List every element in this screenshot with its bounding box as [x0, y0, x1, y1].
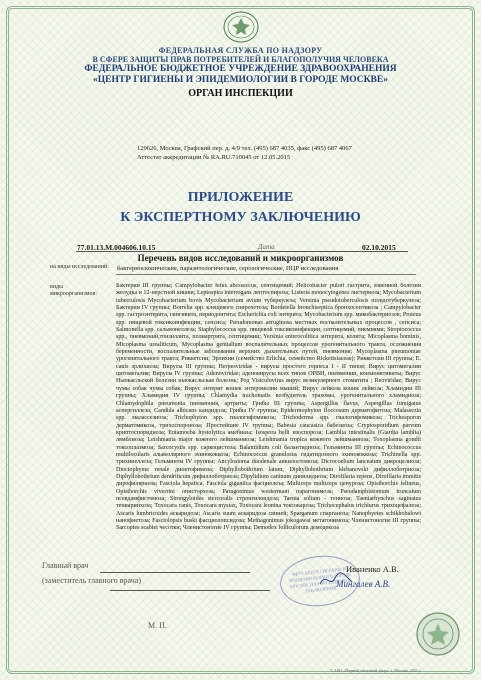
service-sphere: В СФЕРЕ ЗАЩИТЫ ПРАВ ПОТРЕБИТЕЛЕЙ И БЛАГОПОЛУЧИЯ ЧЕЛОВЕКА [92, 55, 389, 65]
divider [76, 251, 408, 252]
stamp: ФБУЗ ЦЕНТР ГИГИЕНЫ И ЭПИДЕМИОЛОГИИ В ГОРОДЕ МОСКВЕ ДЛЯ ЭКСПЕРТНЫХ ЗАКЛЮЧЕНИЙ [278, 552, 363, 610]
handwritten-name: Мингалев А.В. [336, 579, 391, 589]
printer-footer: © ЗАО «Первый печатный двор», г. Москва, 2011 г. [330, 668, 422, 673]
signature-line [100, 572, 250, 573]
signature-scribble [318, 570, 354, 590]
divider [116, 274, 416, 275]
seal-place-label: М. П. [148, 621, 167, 630]
emblem-icon [222, 10, 260, 44]
signer-name: Иваненко А.В. [346, 564, 399, 574]
research-types-value: бактериоскопические, паразитологические, серологические, ПЦР исследования [117, 265, 339, 272]
address-block [137, 144, 352, 162]
organisms-label: виды микроорганизмов: [50, 284, 98, 297]
list-title: Перечень видов исследований и микроорганизмов [137, 253, 344, 263]
signer-role-deputy: (заместитель главного врача) [42, 576, 142, 585]
address: 129626, Москва, Графский пер. д. 4/9 тел. (495) 687 4035, факс (495) 687 4067 [137, 145, 352, 152]
accreditation: Аттестат аккредитации № RA.RU.710045 от 12.05.2015 [137, 154, 291, 161]
organisms-list: Бактерии III группы; Campylobacter fetus abcsseccus, сентицемий; Helicobacter pulori гастрита, язвенной болезни желудка и 12-перстной кишки; Leptospira interrogans лептоспироза; Listeria monocytogenes листериоза; Mycobacterium tuberculosis Mycobacterium bovis Mycobacterium avium туберкулеза; Versinia pseudotuberculosis псевдотуберкулеза; Бактерии IV группы; Borrelia spp. клещевого спирохетоза; Bordetella bronchiseptica бронхосептикоза ; Campylobacter spp. гастроэнтерита, гингивита, периодонтита; Escherichia coli энтерита; Mycobacterium spp. микобактериозов; Proteus spp. пищевой токсикоинфекции, сепсиса; Pseudomonas aeruginosa местных воспалительных процессов , сепсиса; Salmonella spp. сальмонеллеза; Staphylococcus spp. пищевой токсикоинфекции, септицемий, пиемиями; Streptococcus spp., пневмоний,тонзиллита, полиартрита, септицемии; Yersinia enterocolitica энтерита, колита; Micoplasma hominis, Micoplasma urealiticum, Mycoplasma genitalium воспалительных процессов урогенитального тракта, осложнения беременности, воспалительные заболевания верхних дыхательных путей, пневмония; Mycoplasma pneumoniae урогенитального тракта; Риккетсии; Эрлихии (семейство Erlichia, семейство Rickettsiaceae); Риккетсии III группы; E. canis эрлихиоза; Вирусы III группы; Herpesviridae - вирусы простого герпеса I - II типов; Вирус цитомегалии цитомегалия; Вирусы IV группы; Adenoviridae; аденовирусы всех типов ОРВИ, пневмонии, конъюнктивиты; Вирус Ньюкасльской болезни ньюкасльская болезнь; Род Visiculovirus вирус везикулярного стоматита ; Reoviridae; Вирус чумы собак чумы собак; Вирус энтерит кошек энтеромелии мышей; Вирус лейкоза кошек лейкоза; Хламидии III группы; Хламидии IV группы; Chlamydia trachomatis возбудитель трахомы, урогенитального хламидиоза; Chlamydophila pneumonia пневмония, артриты; Грибы III группы; Aspergillus flavus, Aspergillus fumigatus аспергиллеза; Candida albicans кандидоза; Грибы IV группы; Epidermophyton floccosum дерматофитоза; Malassezia spp. малассезиоза; Trichophyton spp. гиалогифомикоза; Trichoderma spp. гиалогифомикоза; Trichosporon дерматомикоза, трихоспороноза; Простейшие IV группы; Babesia caucasica бабезиоза; Cryptosporidium parvum криптоспоридиоза; Entamoeba hystolytica амебиаза; Isospora belli изоспороза; Lamblia intestinalis (Giardia lamblia) лямблиоза; Leishmania major кожного лейшманиоза; Leishmania tropica кожного лейшманиоза; Toxoplasma gondii токсоплазмоза; Sarcocystis spp. саркоцистоза; Balantidium coli балантидиоза; Гельминты III группы; Echinococcus multilocularis альвеолярного эхинококкоза; Echinococcus granulosus гидатидозного эхинококкоза; Trichinella spp. трихинеллеза; Гельминты IV группы; Ancylostoma duodenale анкилостомоза; Dicrocoelium lanceatum дикроцелиоза; Dioctophyme renale диоктофимоза; Diphyllobothrium latum, Diphyllobothrium klebanovski дифиллоботриоза; Diphyllobothrium dendriticum дифиллоботриоза; Dipylidium caninum дипилидиоза; Dirofilaria repens, Dirofilaria immitis дирофиляриоза; Fasciola hepatica, Fasciola gigantica фасциолеза; Multiceps multiceps ценуроза; Opisthorchis felineus, Opisthorchis viverrini описторхоза; Paragonimus westermani парагонимоза; Pseudamphistomum truncatum псевдамфистомоза; Strongyloides stercoralis стронгилоидоза; Taenia solium - тениоза; Taeniarhynchus saginatus тениаринхоза; Toxocara canis, Toxocara mystax, Toxocara leonina токсокароза; Trichocephalus trichiurus трихоцефалеза; Ascaris lumbricoides аскаридоза; Ascaris suum аскаридоза свиней; Sparganum спарганоза; Nanophyetes schikhobalowi нанофиетоза; Fasciolopsis buski фасциолопсидоза; Methagonimus jokogawai метагонимоза; Членистоногие III группы; Sarcoptes scabiei чесотки; Членистоногие IV группы; Demodex folliculorum демодекоза [116, 283, 421, 532]
organ-name: ОРГАН ИНСПЕКЦИИ [188, 88, 293, 100]
signer-role: Главный врач [42, 561, 89, 570]
header [0, 46, 481, 100]
document-date: 02.10.2015 [362, 243, 396, 252]
service-name: ФЕДЕРАЛЬНАЯ СЛУЖБА ПО НАДЗОРУ [158, 46, 323, 55]
research-types-label: на виды исследований: [50, 264, 109, 270]
hologram-seal-icon [415, 611, 461, 657]
center-name: «ЦЕНТР ГИГИЕНЫ И ЭПИДЕМИОЛОГИИ В ГОРОДЕ МОСКВЕ» [93, 75, 388, 86]
date-label: Дата [258, 243, 275, 251]
signature-line [110, 590, 270, 591]
document-title: ПРИЛОЖЕНИЕ [187, 190, 294, 205]
document-subtitle: К ЭКСПЕРТНОМУ ЗАКЛЮЧЕНИЮ [120, 210, 361, 225]
document-number: 77.01.13.М.004606.10.15 [77, 243, 156, 252]
institution-name: ФЕДЕРАЛЬНОЕ БЮДЖЕТНОЕ УЧРЕЖДЕНИЕ ЗДРАВООХРАНЕНИЯ [84, 64, 397, 75]
